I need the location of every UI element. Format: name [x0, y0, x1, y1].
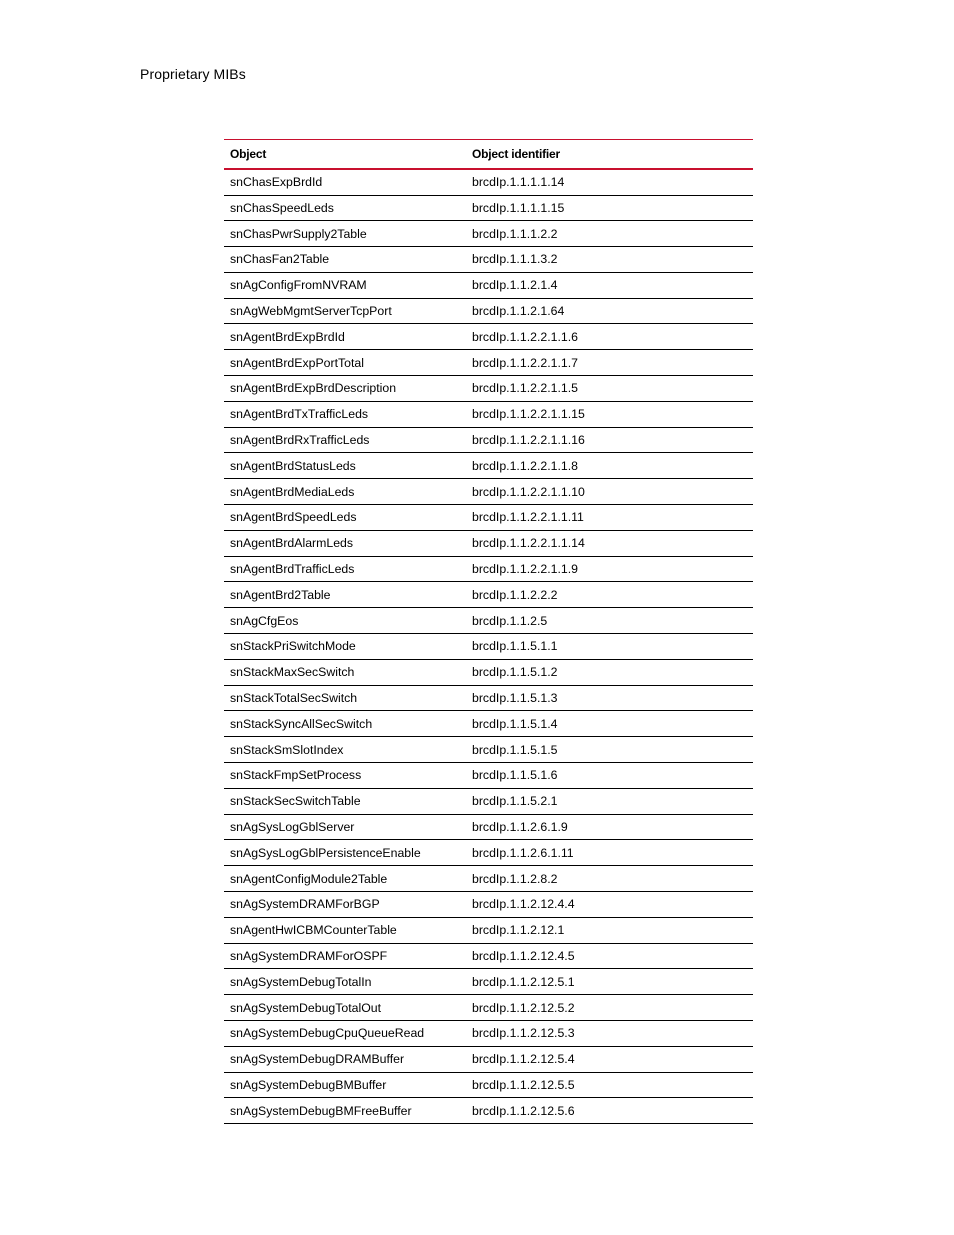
object-name-cell: snAgSystemDRAMForBGP [224, 892, 466, 918]
object-name-cell: snAgentBrdTrafficLeds [224, 556, 466, 582]
object-identifier-cell: brcdIp.1.1.2.12.4.5 [466, 943, 753, 969]
object-name-cell: snAgSystemDebugDRAMBuffer [224, 1046, 466, 1072]
table-row [224, 995, 753, 1021]
column-header-object: Object [224, 140, 466, 170]
table-row [224, 1021, 753, 1047]
object-identifier-cell: brcdIp.1.1.2.12.4.4 [466, 892, 753, 918]
object-name-cell: snAgSystemDebugTotalOut [224, 995, 466, 1021]
table-row [224, 866, 753, 892]
object-name-cell: snAgConfigFromNVRAM [224, 272, 466, 298]
object-name-cell: snAgentBrdExpPortTotal [224, 350, 466, 376]
table-row [224, 453, 753, 479]
object-name-cell: snAgentBrd2Table [224, 582, 466, 608]
table-row [224, 711, 753, 737]
table-row [224, 169, 753, 195]
mib-object-table [224, 139, 753, 1124]
table-row [224, 556, 753, 582]
object-identifier-cell: brcdIp.1.1.2.6.1.11 [466, 840, 753, 866]
object-identifier-cell: brcdIp.1.1.2.2.1.1.11 [466, 505, 753, 531]
table-row [224, 788, 753, 814]
object-identifier-cell: brcdIp.1.1.2.1.64 [466, 298, 753, 324]
table-row [224, 969, 753, 995]
object-name-cell: snChasExpBrdId [224, 169, 466, 195]
object-name-cell: snChasFan2Table [224, 247, 466, 273]
table-row [224, 221, 753, 247]
column-header-object-identifier: Object identifier [466, 140, 753, 170]
object-name-cell: snStackFmpSetProcess [224, 763, 466, 789]
object-name-cell: snAgentBrdAlarmLeds [224, 530, 466, 556]
object-identifier-cell: brcdIp.1.1.2.2.1.1.5 [466, 376, 753, 402]
table-row [224, 195, 753, 221]
table-row [224, 892, 753, 918]
object-name-cell: snStackPriSwitchMode [224, 634, 466, 660]
table-header-row [224, 140, 753, 170]
object-name-cell: snAgentBrdRxTrafficLeds [224, 427, 466, 453]
table-row [224, 917, 753, 943]
object-identifier-cell: brcdIp.1.1.2.6.1.9 [466, 814, 753, 840]
object-name-cell: snAgentBrdExpBrdDescription [224, 376, 466, 402]
table-row [224, 479, 753, 505]
object-name-cell: snStackSmSlotIndex [224, 737, 466, 763]
object-name-cell: snAgentBrdMediaLeds [224, 479, 466, 505]
object-name-cell: snAgSystemDebugBMBuffer [224, 1072, 466, 1098]
table-row [224, 324, 753, 350]
object-identifier-cell: brcdIp.1.1.2.2.1.1.7 [466, 350, 753, 376]
object-identifier-cell: brcdIp.1.1.5.1.1 [466, 634, 753, 660]
table-row [224, 298, 753, 324]
table-row [224, 530, 753, 556]
object-name-cell: snAgSystemDebugTotalIn [224, 969, 466, 995]
object-identifier-cell: brcdIp.1.1.2.12.5.5 [466, 1072, 753, 1098]
object-name-cell: snStackMaxSecSwitch [224, 659, 466, 685]
object-identifier-cell: brcdIp.1.1.5.1.5 [466, 737, 753, 763]
table-row [224, 376, 753, 402]
object-identifier-cell: brcdIp.1.1.2.12.5.3 [466, 1021, 753, 1047]
table-row [224, 427, 753, 453]
object-identifier-cell: brcdIp.1.1.1.2.2 [466, 221, 753, 247]
running-header-title: Proprietary MIBs [140, 66, 246, 82]
object-identifier-cell: brcdIp.1.1.5.1.3 [466, 685, 753, 711]
object-identifier-cell: brcdIp.1.1.2.12.5.1 [466, 969, 753, 995]
object-identifier-cell: brcdIp.1.1.2.1.4 [466, 272, 753, 298]
table-row [224, 685, 753, 711]
object-identifier-cell: brcdIp.1.1.2.5 [466, 608, 753, 634]
object-identifier-cell: brcdIp.1.1.1.1.14 [466, 169, 753, 195]
object-identifier-cell: brcdIp.1.1.5.1.4 [466, 711, 753, 737]
table-row [224, 608, 753, 634]
object-name-cell: snAgentBrdStatusLeds [224, 453, 466, 479]
object-name-cell: snAgentBrdSpeedLeds [224, 505, 466, 531]
table-body [224, 169, 753, 1124]
object-identifier-cell: brcdIp.1.1.1.3.2 [466, 247, 753, 273]
object-name-cell: snAgentBrdTxTrafficLeds [224, 401, 466, 427]
table-row [224, 582, 753, 608]
object-identifier-cell: brcdIp.1.1.2.2.2 [466, 582, 753, 608]
table-row [224, 659, 753, 685]
object-name-cell: snAgSystemDebugCpuQueueRead [224, 1021, 466, 1047]
object-name-cell: snStackSecSwitchTable [224, 788, 466, 814]
object-name-cell: snStackTotalSecSwitch [224, 685, 466, 711]
object-identifier-cell: brcdIp.1.1.2.2.1.1.10 [466, 479, 753, 505]
object-name-cell: snAgWebMgmtServerTcpPort [224, 298, 466, 324]
table-row [224, 814, 753, 840]
object-name-cell: snAgSysLogGblServer [224, 814, 466, 840]
table-row [224, 1098, 753, 1124]
table-row [224, 247, 753, 273]
object-identifier-cell: brcdIp.1.1.1.1.15 [466, 195, 753, 221]
object-name-cell: snAgentBrdExpBrdId [224, 324, 466, 350]
table-row [224, 1046, 753, 1072]
table-row [224, 505, 753, 531]
object-name-cell: snChasSpeedLeds [224, 195, 466, 221]
object-name-cell: snStackSyncAllSecSwitch [224, 711, 466, 737]
object-name-cell: snAgSystemDRAMForOSPF [224, 943, 466, 969]
object-name-cell: snChasPwrSupply2Table [224, 221, 466, 247]
table-row [224, 350, 753, 376]
object-identifier-cell: brcdIp.1.1.2.2.1.1.8 [466, 453, 753, 479]
table-row [224, 1072, 753, 1098]
table-row [224, 737, 753, 763]
object-name-cell: snAgSysLogGblPersistenceEnable [224, 840, 466, 866]
table-row [224, 401, 753, 427]
object-name-cell: snAgCfgEos [224, 608, 466, 634]
object-name-cell: snAgentHwICBMCounterTable [224, 917, 466, 943]
object-identifier-cell: brcdIp.1.1.5.1.2 [466, 659, 753, 685]
object-identifier-cell: brcdIp.1.1.2.2.1.1.14 [466, 530, 753, 556]
object-identifier-cell: brcdIp.1.1.2.12.5.6 [466, 1098, 753, 1124]
object-identifier-cell: brcdIp.1.1.2.2.1.1.6 [466, 324, 753, 350]
object-identifier-cell: brcdIp.1.1.5.2.1 [466, 788, 753, 814]
object-identifier-cell: brcdIp.1.1.2.8.2 [466, 866, 753, 892]
object-identifier-cell: brcdIp.1.1.2.2.1.1.9 [466, 556, 753, 582]
object-identifier-cell: brcdIp.1.1.2.2.1.1.15 [466, 401, 753, 427]
object-identifier-cell: brcdIp.1.1.5.1.6 [466, 763, 753, 789]
object-identifier-cell: brcdIp.1.1.2.12.5.4 [466, 1046, 753, 1072]
object-identifier-cell: brcdIp.1.1.2.12.1 [466, 917, 753, 943]
table-row [224, 272, 753, 298]
object-identifier-cell: brcdIp.1.1.2.12.5.2 [466, 995, 753, 1021]
table-row [224, 634, 753, 660]
object-name-cell: snAgentConfigModule2Table [224, 866, 466, 892]
table-row [224, 763, 753, 789]
table-row [224, 943, 753, 969]
table-row [224, 840, 753, 866]
object-name-cell: snAgSystemDebugBMFreeBuffer [224, 1098, 466, 1124]
object-identifier-cell: brcdIp.1.1.2.2.1.1.16 [466, 427, 753, 453]
